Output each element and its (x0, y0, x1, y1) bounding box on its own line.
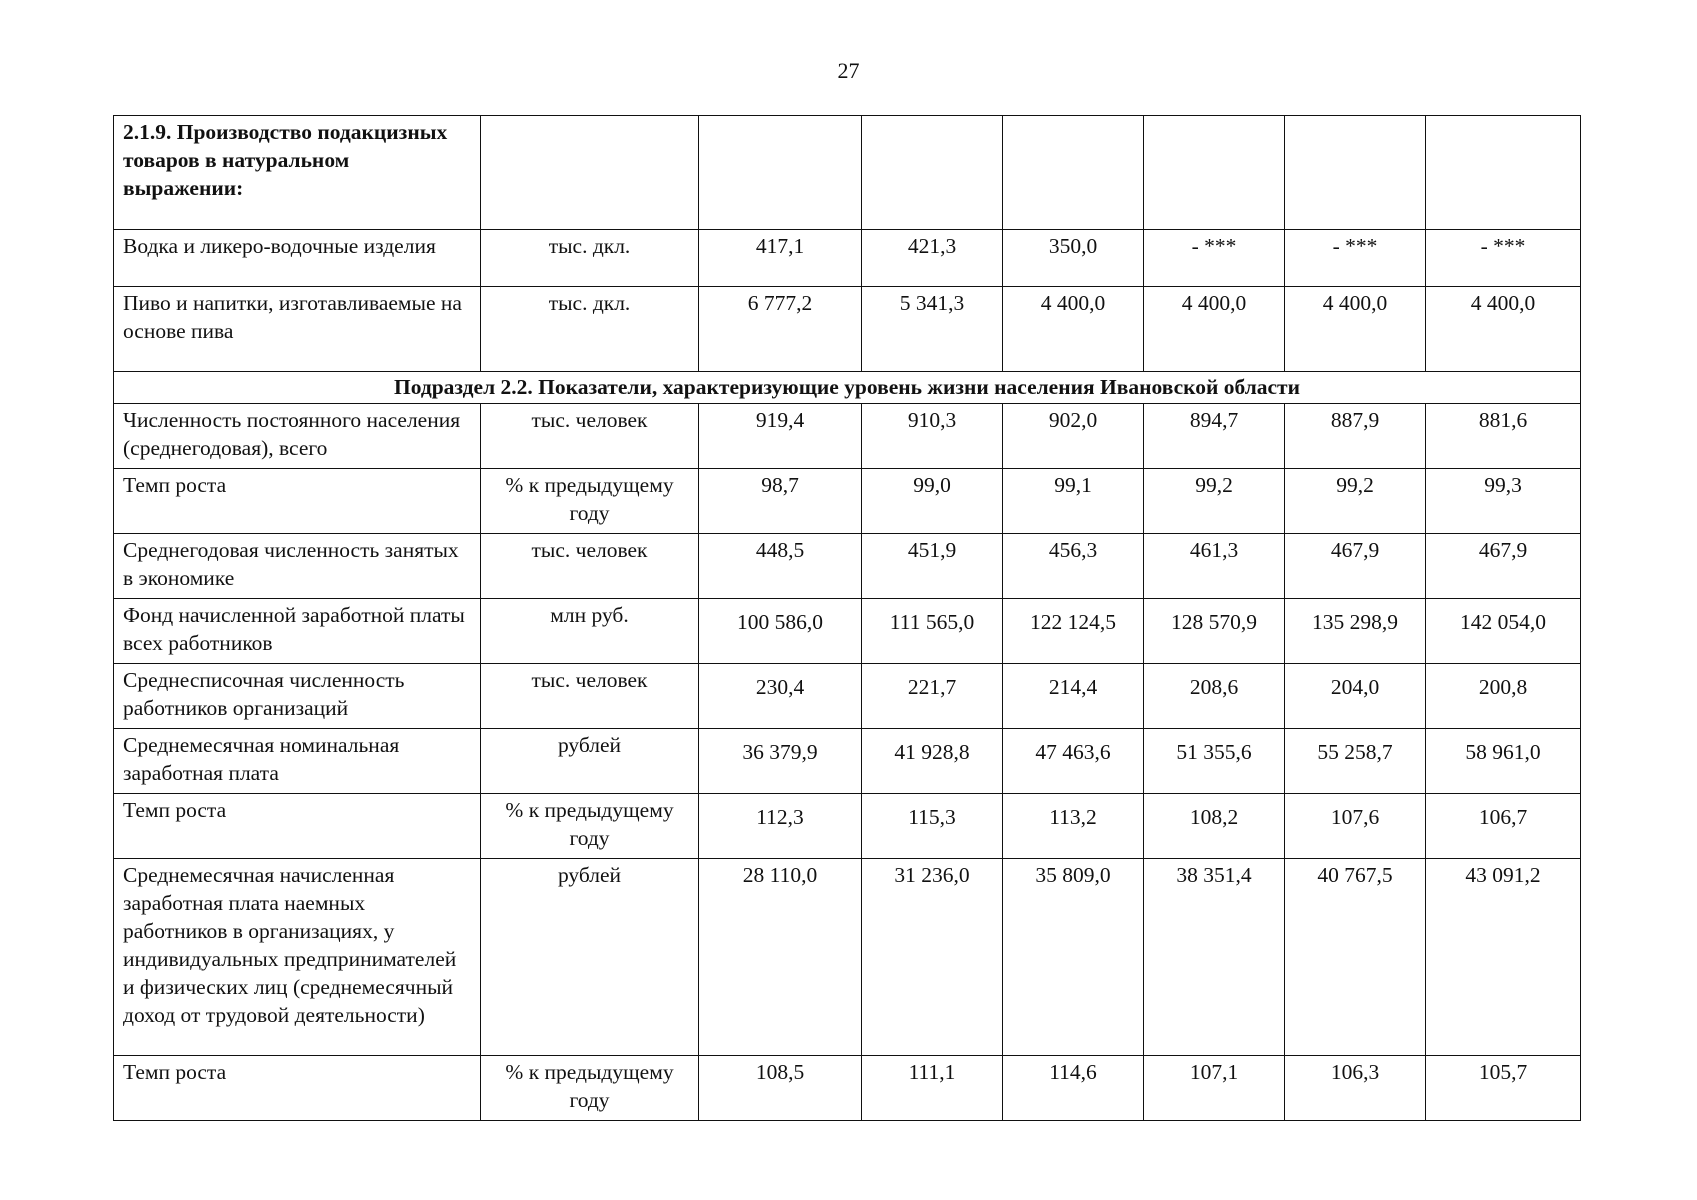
indicator-unit: рублей (481, 729, 699, 794)
value-cell: 98,7 (699, 469, 862, 534)
value-cell: - *** (1144, 230, 1285, 287)
indicator-unit: тыс. дкл. (481, 287, 699, 372)
indicator-unit: тыс. человек (481, 534, 699, 599)
value-cell: 106,3 (1285, 1056, 1426, 1121)
value-cell: 4 400,0 (1144, 287, 1285, 372)
empty-cell (1285, 116, 1426, 230)
value-cell: 99,3 (1426, 469, 1581, 534)
indicator-unit: % к предыдущему году (481, 1056, 699, 1121)
value-cell: 112,3 (699, 794, 862, 859)
empty-cell (1426, 116, 1581, 230)
value-cell: 448,5 (699, 534, 862, 599)
value-cell: 111,1 (862, 1056, 1003, 1121)
value-cell: 113,2 (1003, 794, 1144, 859)
empty-cell (862, 116, 1003, 230)
table-row (114, 729, 1581, 794)
value-cell: 417,1 (699, 230, 862, 287)
value-cell: 467,9 (1426, 534, 1581, 599)
indicator-unit: % к предыдущему году (481, 469, 699, 534)
table-row (114, 404, 1581, 469)
value-cell: 99,1 (1003, 469, 1144, 534)
value-cell: 100 586,0 (699, 599, 862, 664)
indicator-name: Темп роста (114, 1056, 481, 1121)
value-cell: 106,7 (1426, 794, 1581, 859)
table-row (114, 287, 1581, 372)
value-cell: 451,9 (862, 534, 1003, 599)
table-row (114, 230, 1581, 287)
value-cell: 4 400,0 (1426, 287, 1581, 372)
value-cell: 4 400,0 (1003, 287, 1144, 372)
value-cell: 28 110,0 (699, 859, 862, 1056)
indicator-name: Темп роста (114, 794, 481, 859)
indicator-unit: тыс. человек (481, 404, 699, 469)
value-cell: 221,7 (862, 664, 1003, 729)
value-cell: 456,3 (1003, 534, 1144, 599)
value-cell: 881,6 (1426, 404, 1581, 469)
value-cell: 135 298,9 (1285, 599, 1426, 664)
indicator-unit: млн руб. (481, 599, 699, 664)
value-cell: 214,4 (1003, 664, 1144, 729)
empty-cell (1003, 116, 1144, 230)
empty-cell (699, 116, 862, 230)
value-cell: 919,4 (699, 404, 862, 469)
value-cell: 114,6 (1003, 1056, 1144, 1121)
value-cell: 38 351,4 (1144, 859, 1285, 1056)
value-cell: 6 777,2 (699, 287, 862, 372)
value-cell: 894,7 (1144, 404, 1285, 469)
indicator-name: Численность постоянного населения (среднегодовая), всего (114, 404, 481, 469)
empty-cell (1144, 116, 1285, 230)
table-row (114, 794, 1581, 859)
value-cell: 208,6 (1144, 664, 1285, 729)
table-row (114, 469, 1581, 534)
value-cell: 902,0 (1003, 404, 1144, 469)
value-cell: - *** (1426, 230, 1581, 287)
page-number: 27 (837, 58, 860, 83)
indicator-unit: тыс. человек (481, 664, 699, 729)
value-cell: 47 463,6 (1003, 729, 1144, 794)
indicator-unit: % к предыдущему году (481, 794, 699, 859)
value-cell: 105,7 (1426, 1056, 1581, 1121)
value-cell: 4 400,0 (1285, 287, 1426, 372)
value-cell: 58 961,0 (1426, 729, 1581, 794)
indicator-name: Среднесписочная численность работников организаций (114, 664, 481, 729)
value-cell: 122 124,5 (1003, 599, 1144, 664)
value-cell: 421,3 (862, 230, 1003, 287)
value-cell: 887,9 (1285, 404, 1426, 469)
indicator-name: Водка и ликеро-водочные изделия (114, 230, 481, 287)
value-cell: 35 809,0 (1003, 859, 1144, 1056)
value-cell: 41 928,8 (862, 729, 1003, 794)
value-cell: 40 767,5 (1285, 859, 1426, 1056)
value-cell: 910,3 (862, 404, 1003, 469)
indicator-unit: рублей (481, 859, 699, 1056)
value-cell: 115,3 (862, 794, 1003, 859)
empty-cell (481, 116, 699, 230)
value-cell: 142 054,0 (1426, 599, 1581, 664)
value-cell: 51 355,6 (1144, 729, 1285, 794)
indicator-name: Среднегодовая численность занятых в экономике (114, 534, 481, 599)
section-2-1-9-row (114, 116, 1581, 230)
value-cell: - *** (1285, 230, 1426, 287)
value-cell: 36 379,9 (699, 729, 862, 794)
indicators-table (113, 115, 1581, 1121)
value-cell: 31 236,0 (862, 859, 1003, 1056)
indicator-name: Среднемесячная номинальная заработная плата (114, 729, 481, 794)
value-cell: 108,2 (1144, 794, 1285, 859)
table-row (114, 664, 1581, 729)
indicator-name: Фонд начисленной заработной платы всех работников (114, 599, 481, 664)
subsection-2-2-row (114, 372, 1581, 404)
indicator-name: Темп роста (114, 469, 481, 534)
value-cell: 108,5 (699, 1056, 862, 1121)
section-2-1-9-title: 2.1.9. Производство подакцизных товаров в натуральном выражении: (114, 116, 481, 230)
table-row (114, 859, 1581, 1056)
value-cell: 99,2 (1144, 469, 1285, 534)
value-cell: 107,6 (1285, 794, 1426, 859)
table-row (114, 1056, 1581, 1121)
value-cell: 467,9 (1285, 534, 1426, 599)
value-cell: 43 091,2 (1426, 859, 1581, 1056)
value-cell: 99,0 (862, 469, 1003, 534)
value-cell: 461,3 (1144, 534, 1285, 599)
subsection-2-2-title: Подраздел 2.2. Показатели, характеризующие уровень жизни населения Ивановской области (114, 372, 1581, 404)
value-cell: 350,0 (1003, 230, 1144, 287)
value-cell: 128 570,9 (1144, 599, 1285, 664)
value-cell: 107,1 (1144, 1056, 1285, 1121)
table-row (114, 599, 1581, 664)
table-row (114, 534, 1581, 599)
value-cell: 55 258,7 (1285, 729, 1426, 794)
value-cell: 5 341,3 (862, 287, 1003, 372)
indicator-unit: тыс. дкл. (481, 230, 699, 287)
value-cell: 111 565,0 (862, 599, 1003, 664)
indicator-name: Пиво и напитки, изготавливаемые на основе пива (114, 287, 481, 372)
value-cell: 99,2 (1285, 469, 1426, 534)
indicator-name: Среднемесячная начисленная заработная плата наемных работников в организациях, у индивидуальных предпринимателей и физических лиц (среднемесячный доход от трудовой деятельности) (114, 859, 481, 1056)
value-cell: 200,8 (1426, 664, 1581, 729)
value-cell: 230,4 (699, 664, 862, 729)
value-cell: 204,0 (1285, 664, 1426, 729)
